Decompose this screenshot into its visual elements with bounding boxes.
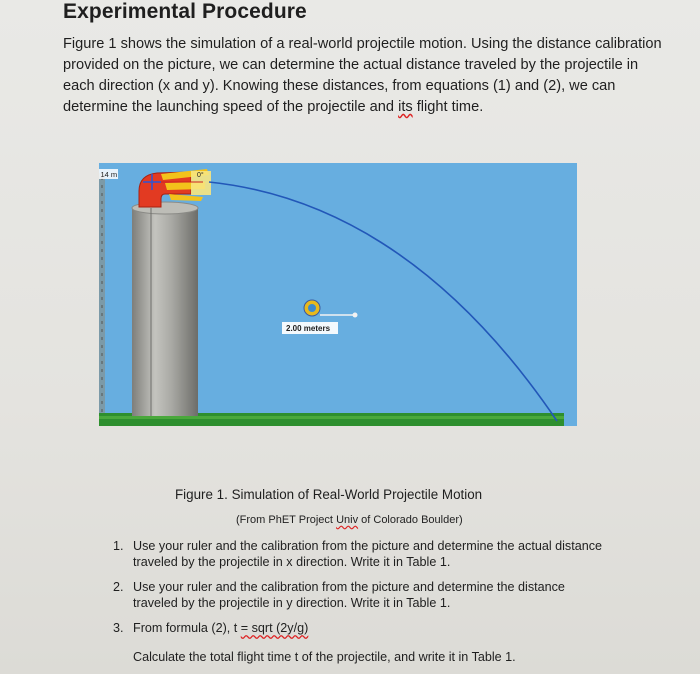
step-number: 2. bbox=[113, 580, 124, 594]
source-univ: Univ bbox=[336, 514, 359, 526]
source-prefix: (From PhET Project bbox=[236, 514, 333, 526]
page-heading: Experimental Procedure bbox=[63, 0, 307, 23]
intro-its: its bbox=[398, 99, 413, 115]
step-item bbox=[113, 620, 613, 665]
angle-label: 0° bbox=[197, 172, 204, 179]
simulation-canvas bbox=[99, 163, 577, 426]
figure-source bbox=[236, 514, 463, 526]
step-extra-text: Calculate the total flight time t of the projectile, and write it in Table 1. bbox=[133, 650, 516, 664]
procedure-steps bbox=[113, 538, 613, 674]
source-suffix: of Colorado Boulder) bbox=[361, 514, 463, 526]
tape-label: 2.00 meters bbox=[286, 324, 331, 333]
figure-caption: Figure 1. Simulation of Real-World Projectile Motion bbox=[175, 487, 483, 502]
step-text: From formula (2), t bbox=[133, 621, 238, 635]
step-number: 1. bbox=[113, 539, 124, 553]
step-text: Use your ruler and the calibration from the picture and determine the actual distance traveled by the projectile in x direction. Write it in Table 1. bbox=[133, 539, 603, 569]
step-number: 3. bbox=[113, 621, 124, 635]
launch-tower bbox=[132, 208, 198, 416]
step-formula: = sqrt (2y/g) bbox=[240, 621, 309, 635]
step-item bbox=[113, 538, 613, 570]
height-marker-label: 14 m bbox=[100, 170, 118, 179]
intro-end: flight time. bbox=[416, 99, 484, 115]
step-item bbox=[113, 579, 613, 611]
intro-text: Figure 1 shows the simulation of a real-world projectile motion. Using the distance calibration provided on the picture, we can determine the actual distance traveled by the projectile in each direction (x and y). Knowing these distances, from equations (1) and (2), we can determine the launching speed of the projectile and bbox=[63, 36, 662, 115]
intro-paragraph bbox=[63, 34, 663, 118]
step-text: Use your ruler and the calibration from the picture and determine the distance traveled by the projectile in y direction. Write it in Table 1. bbox=[133, 580, 565, 610]
projectile-simulation-figure bbox=[99, 163, 577, 426]
